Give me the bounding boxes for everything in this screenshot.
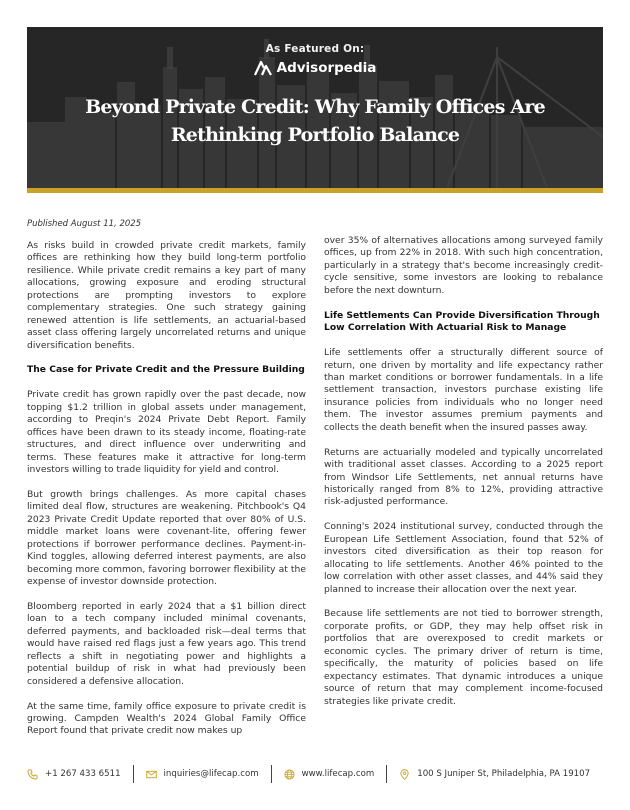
footer-address — [387, 763, 602, 785]
published-date: Published August 11, 2025 — [27, 219, 142, 229]
accent-divider — [27, 188, 603, 193]
advisorpedia-logo — [27, 60, 603, 76]
featured-label: As Featured On: — [265, 43, 365, 55]
address-text: 100 S Juniper St, Philadelphia, PA 19107 — [417, 769, 591, 779]
paragraph: Life settlements offer a structurally different source of return, one driven by mortality and life expectancy rather than market conditions or borrower fundamentals. In a life settlement transaction, investors purchase existing life insurance policies from individuals who no longer need them. The investor assumes premium payments and collects the death benefit when the insured passes away. — [324, 347, 603, 433]
logo-text: Advisorpedia — [276, 60, 377, 76]
article-title — [27, 93, 603, 149]
phone-text: +1 267 433 6511 — [45, 769, 121, 779]
title-line-2: Rethinking Portfolio Balance — [170, 124, 460, 146]
paragraph: Conning's 2024 institutional survey, conducted through the European Life Settlement Association, found that 52% of investors cited diversification as their top reason for allocating to life settlements. Another 46% pointed to the low correlation with other asset classes, and 44% said they planned to increase their allocation over the next year. — [324, 521, 603, 595]
paragraph: But growth brings challenges. As more capital chases limited deal flow, structures are weakening. Pitchbook's Q4 2023 Private Credit Update reported that over 80% of U.S. middle market loans were covenant-lite, offering fewer protections if borrower performance declines. Payment-in-Kind toggles, allowing deferred interest payments, are also becoming more common, favoring borrower flexibility at the expense of investor downside protection. — [27, 488, 306, 588]
paragraph: Private credit has grown rapidly over the past decade, now topping $1.2 trillion in global assets under management, according to Preqin's 2024 Private Debt Report. Family offices have been drawn to its steady income, floating-rate structures, and direct influence over underwriting and terms. These features make it attractive for long-term investors willing to trade liquidity for yield and control. — [27, 389, 306, 476]
email-text: inquiries@lifecap.com — [163, 769, 259, 779]
paragraph: over 35% of alternatives allocations among surveyed family offices, up from 22% in 2018. With such high concentration, particularly in a strategy that's become increasingly credit-cycle sensitive, some investors are looking to rebalance before the next downturn. — [324, 235, 603, 296]
section-heading: The Case for Private Credit and the Pressure Building — [27, 364, 305, 376]
footer-email[interactable] — [134, 763, 271, 785]
paragraph: Because life settlements are not tied to borrower strength, corporate profits, or GDP, they may help offset risk in portfolios that are overexposed to credit markets or economic cycles. The primary driver of return is time, specifically, the maturity of policies based on life expectancy estimates. That dynamic introduces a unique source of return that may complement income-focused strategies like private credit. — [324, 608, 603, 707]
section-heading: Life Settlements Can Provide Diversification Through Low Correlation With Actuarial Risk to Manage — [324, 309, 600, 334]
phone-icon — [27, 769, 38, 780]
website-text: www.lifecap.com — [301, 769, 375, 779]
email-icon — [146, 769, 157, 780]
right-column — [324, 235, 603, 720]
hero-banner — [27, 27, 603, 188]
globe-icon — [284, 769, 295, 780]
paragraph: Returns are actuarially modeled and typically uncorrelated with traditional asset classes. According to a 2025 report from Windsor Life Settlements, net annual returns have historically ranged from 8% to 12%, providing attractive risk-adjusted performance. — [324, 446, 603, 508]
footer-website[interactable] — [272, 763, 387, 785]
advisorpedia-logo-icon — [254, 60, 272, 76]
footer-phone[interactable] — [27, 763, 133, 785]
paragraph: At the same time, family office exposure to private credit is growing. Campden Wealth's 2024 Global Family Office Report found that private credit now makes up — [27, 700, 306, 737]
paragraph: Bloomberg reported in early 2024 that a $1 billion direct loan to a tech company included minimal covenants, deferred payments, and backloaded risk—deal terms that would have raised red flags just a few years ago. This trend reflects a shift in negotiating power and highlights a potential buildup of risk in what had previously been considered a defensive allocation. — [27, 600, 306, 687]
contact-footer — [27, 763, 603, 785]
title-line-1: Beyond Private Credit: Why Family Offices Are — [85, 96, 545, 118]
paragraph: As risks build in crowded private credit markets, family offices are rethinking how they build long-term portfolio resilience. While private credit remains a key part of many allocations, growing exposure and eroding structural protections are prompting investors to explore complementary strategies. One such strategy gaining renewed attention is life settlements, an actuarial-based asset class offering largely uncorrelated returns and unique diversification benefits. — [27, 240, 306, 351]
location-pin-icon — [399, 769, 410, 780]
left-column — [27, 240, 306, 750]
